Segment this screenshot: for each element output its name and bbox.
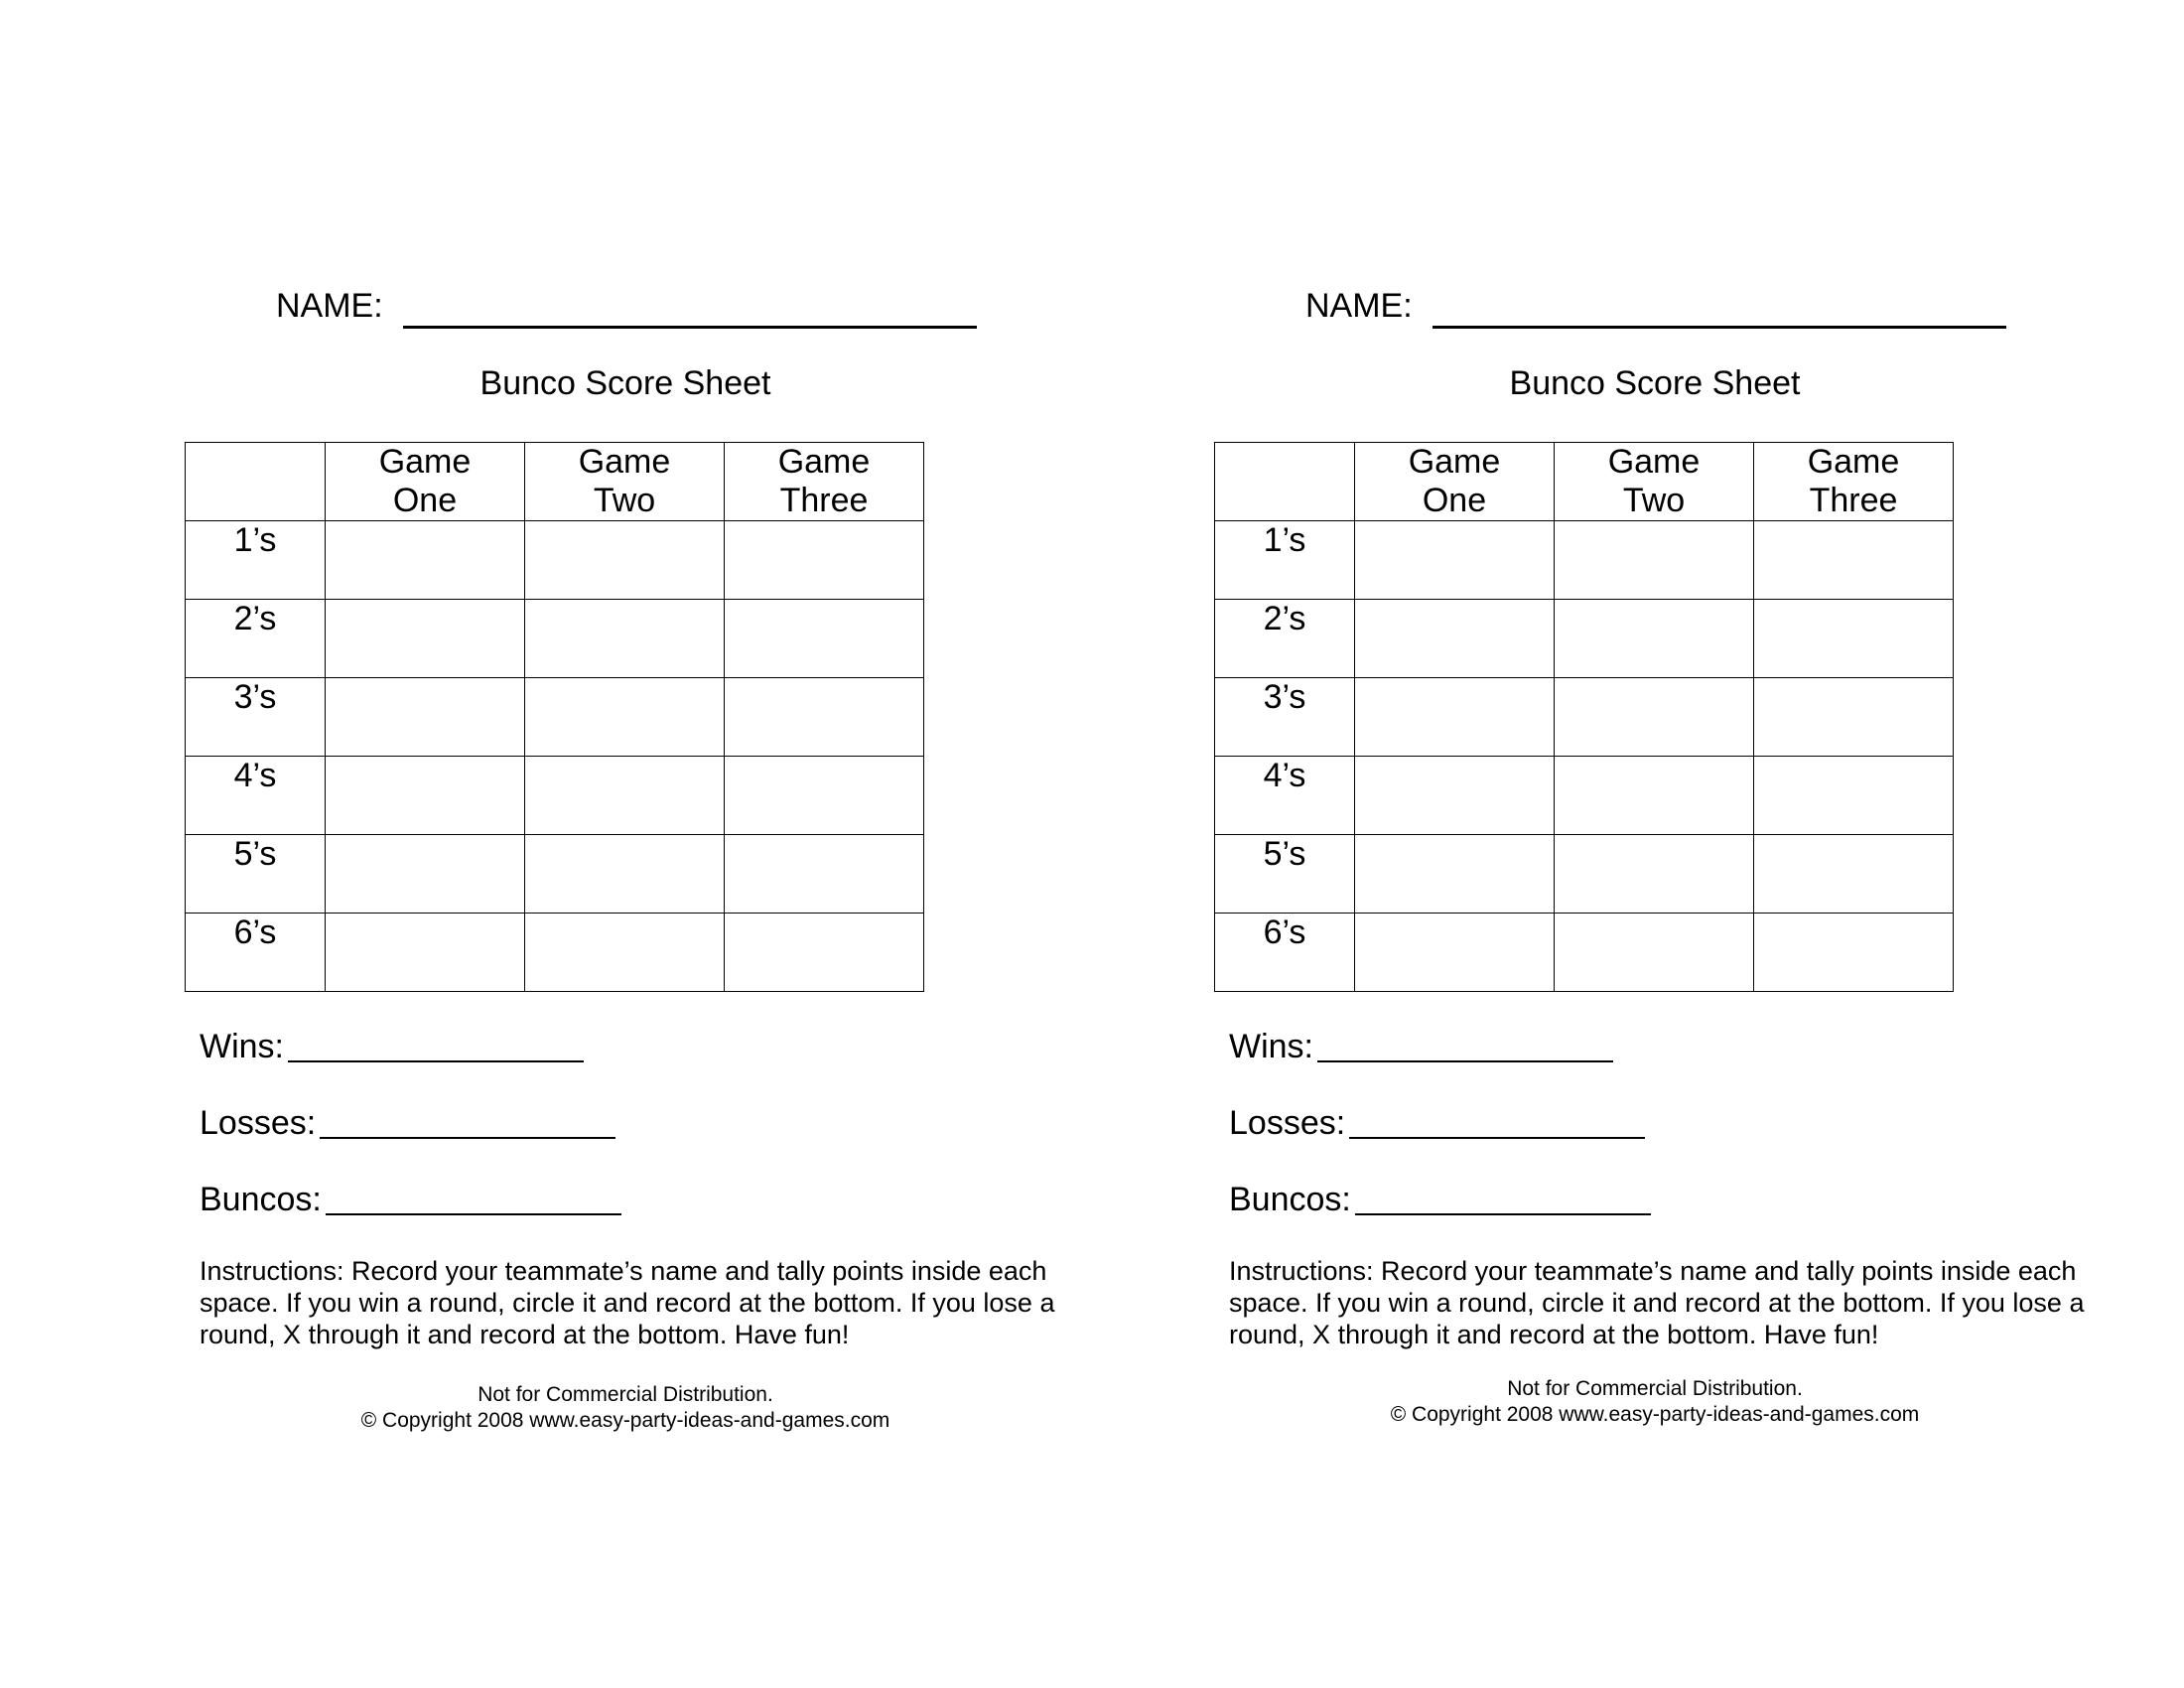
header-game-one: Game One bbox=[326, 443, 525, 521]
score-cell[interactable] bbox=[1355, 678, 1555, 757]
score-cell[interactable] bbox=[1754, 600, 1954, 678]
row-label: 3’s bbox=[186, 678, 326, 757]
score-cell[interactable] bbox=[1754, 678, 1954, 757]
name-blank-line[interactable] bbox=[403, 286, 977, 329]
buncos-blank-line[interactable] bbox=[1355, 1180, 1651, 1215]
losses-blank-line[interactable] bbox=[320, 1103, 615, 1139]
table-row bbox=[1215, 914, 1954, 992]
buncos-row bbox=[200, 1180, 621, 1219]
score-cell[interactable] bbox=[1355, 757, 1555, 835]
losses-row bbox=[200, 1103, 615, 1143]
wins-label: Wins: bbox=[200, 1028, 284, 1065]
wins-blank-line[interactable] bbox=[1317, 1027, 1613, 1062]
score-cell[interactable] bbox=[326, 835, 525, 914]
footer-distribution-note: Not for Commercial Distribution. bbox=[1507, 1377, 1803, 1400]
table-row bbox=[1215, 757, 1954, 835]
score-sheet-right bbox=[1214, 0, 2108, 1688]
name-blank-line[interactable] bbox=[1433, 286, 2006, 329]
score-cell[interactable] bbox=[1754, 757, 1954, 835]
name-field-row bbox=[1305, 286, 2006, 329]
score-cell[interactable] bbox=[725, 835, 924, 914]
score-cell[interactable] bbox=[1754, 521, 1954, 600]
header-game-three: Game Three bbox=[1754, 443, 1954, 521]
row-label: 6’s bbox=[1215, 914, 1355, 992]
row-label: 5’s bbox=[186, 835, 326, 914]
wins-label: Wins: bbox=[1229, 1028, 1313, 1065]
score-cell[interactable] bbox=[525, 835, 725, 914]
header-game-one: Game One bbox=[1355, 443, 1555, 521]
name-label: NAME: bbox=[1305, 287, 1413, 325]
header-corner-cell bbox=[1215, 443, 1355, 521]
score-cell[interactable] bbox=[1754, 835, 1954, 914]
footer-copyright: © Copyright 2008 www.easy-party-ideas-and-games.com bbox=[360, 1409, 890, 1432]
buncos-row bbox=[1229, 1180, 1651, 1219]
losses-label: Losses: bbox=[1229, 1104, 1346, 1142]
footer-copyright: © Copyright 2008 www.easy-party-ideas-and-games.com bbox=[1390, 1403, 1920, 1426]
table-header-row bbox=[186, 443, 924, 521]
score-cell[interactable] bbox=[725, 600, 924, 678]
score-cell[interactable] bbox=[1555, 600, 1754, 678]
wins-blank-line[interactable] bbox=[288, 1027, 584, 1062]
instructions-text: Instructions: Record your teammate’s name and tally points inside each space. If you win a round, circle it and record at the bottom. If you lose a round, X through it and record at the bottom. Have fun! bbox=[200, 1256, 1055, 1349]
score-cell[interactable] bbox=[326, 600, 525, 678]
name-field-row bbox=[276, 286, 977, 329]
score-cell[interactable] bbox=[1555, 835, 1754, 914]
table-row bbox=[186, 757, 924, 835]
sheet-title: Bunco Score Sheet bbox=[1509, 364, 1801, 402]
header-game-two: Game Two bbox=[1555, 443, 1754, 521]
instructions-text: Instructions: Record your teammate’s name and tally points inside each space. If you win a round, circle it and record at the bottom. If you lose a round, X through it and record at the bottom. Have fun! bbox=[1229, 1256, 2085, 1349]
losses-row bbox=[1229, 1103, 1645, 1143]
score-cell[interactable] bbox=[725, 678, 924, 757]
row-label: 5’s bbox=[1215, 835, 1355, 914]
score-cell[interactable] bbox=[725, 757, 924, 835]
buncos-label: Buncos: bbox=[1229, 1181, 1351, 1218]
table-header-row bbox=[1215, 443, 1954, 521]
table-row bbox=[1215, 678, 1954, 757]
wins-row bbox=[200, 1027, 584, 1066]
score-cell[interactable] bbox=[326, 678, 525, 757]
score-cell[interactable] bbox=[725, 521, 924, 600]
header-game-three: Game Three bbox=[725, 443, 924, 521]
table-row bbox=[1215, 521, 1954, 600]
score-cell[interactable] bbox=[1355, 521, 1555, 600]
row-label: 1’s bbox=[186, 521, 326, 600]
header-game-two: Game Two bbox=[525, 443, 725, 521]
name-label: NAME: bbox=[276, 287, 383, 325]
table-row bbox=[186, 600, 924, 678]
footer-distribution-note: Not for Commercial Distribution. bbox=[478, 1383, 773, 1406]
score-cell[interactable] bbox=[725, 914, 924, 992]
table-row bbox=[1215, 600, 1954, 678]
table-row bbox=[186, 835, 924, 914]
table-row bbox=[186, 678, 924, 757]
table-row bbox=[186, 521, 924, 600]
table-row bbox=[186, 914, 924, 992]
buncos-label: Buncos: bbox=[200, 1181, 322, 1218]
row-label: 4’s bbox=[1215, 757, 1355, 835]
score-cell[interactable] bbox=[525, 521, 725, 600]
copyright-footer bbox=[185, 1382, 1066, 1434]
score-cell[interactable] bbox=[326, 757, 525, 835]
score-cell[interactable] bbox=[525, 600, 725, 678]
score-cell[interactable] bbox=[326, 521, 525, 600]
score-cell[interactable] bbox=[1555, 678, 1754, 757]
copyright-footer bbox=[1214, 1376, 2096, 1428]
header-corner-cell bbox=[186, 443, 326, 521]
score-cell[interactable] bbox=[326, 914, 525, 992]
row-label: 4’s bbox=[186, 757, 326, 835]
score-table bbox=[185, 442, 924, 992]
score-cell[interactable] bbox=[1355, 835, 1555, 914]
score-sheet-left bbox=[185, 0, 1078, 1688]
losses-label: Losses: bbox=[200, 1104, 317, 1142]
wins-row bbox=[1229, 1027, 1613, 1066]
score-cell[interactable] bbox=[1355, 600, 1555, 678]
sheet-title: Bunco Score Sheet bbox=[479, 364, 771, 402]
score-cell[interactable] bbox=[525, 914, 725, 992]
row-label: 3’s bbox=[1215, 678, 1355, 757]
score-cell[interactable] bbox=[525, 757, 725, 835]
score-cell[interactable] bbox=[1555, 914, 1754, 992]
score-cell[interactable] bbox=[1355, 914, 1555, 992]
score-cell[interactable] bbox=[1555, 521, 1754, 600]
score-cell[interactable] bbox=[1555, 757, 1754, 835]
losses-blank-line[interactable] bbox=[1349, 1103, 1645, 1139]
score-cell[interactable] bbox=[525, 678, 725, 757]
buncos-blank-line[interactable] bbox=[326, 1180, 621, 1215]
row-label: 1’s bbox=[1215, 521, 1355, 600]
score-table bbox=[1214, 442, 1954, 992]
table-row bbox=[1215, 835, 1954, 914]
row-label: 6’s bbox=[186, 914, 326, 992]
row-label: 2’s bbox=[1215, 600, 1355, 678]
score-cell[interactable] bbox=[1754, 914, 1954, 992]
row-label: 2’s bbox=[186, 600, 326, 678]
